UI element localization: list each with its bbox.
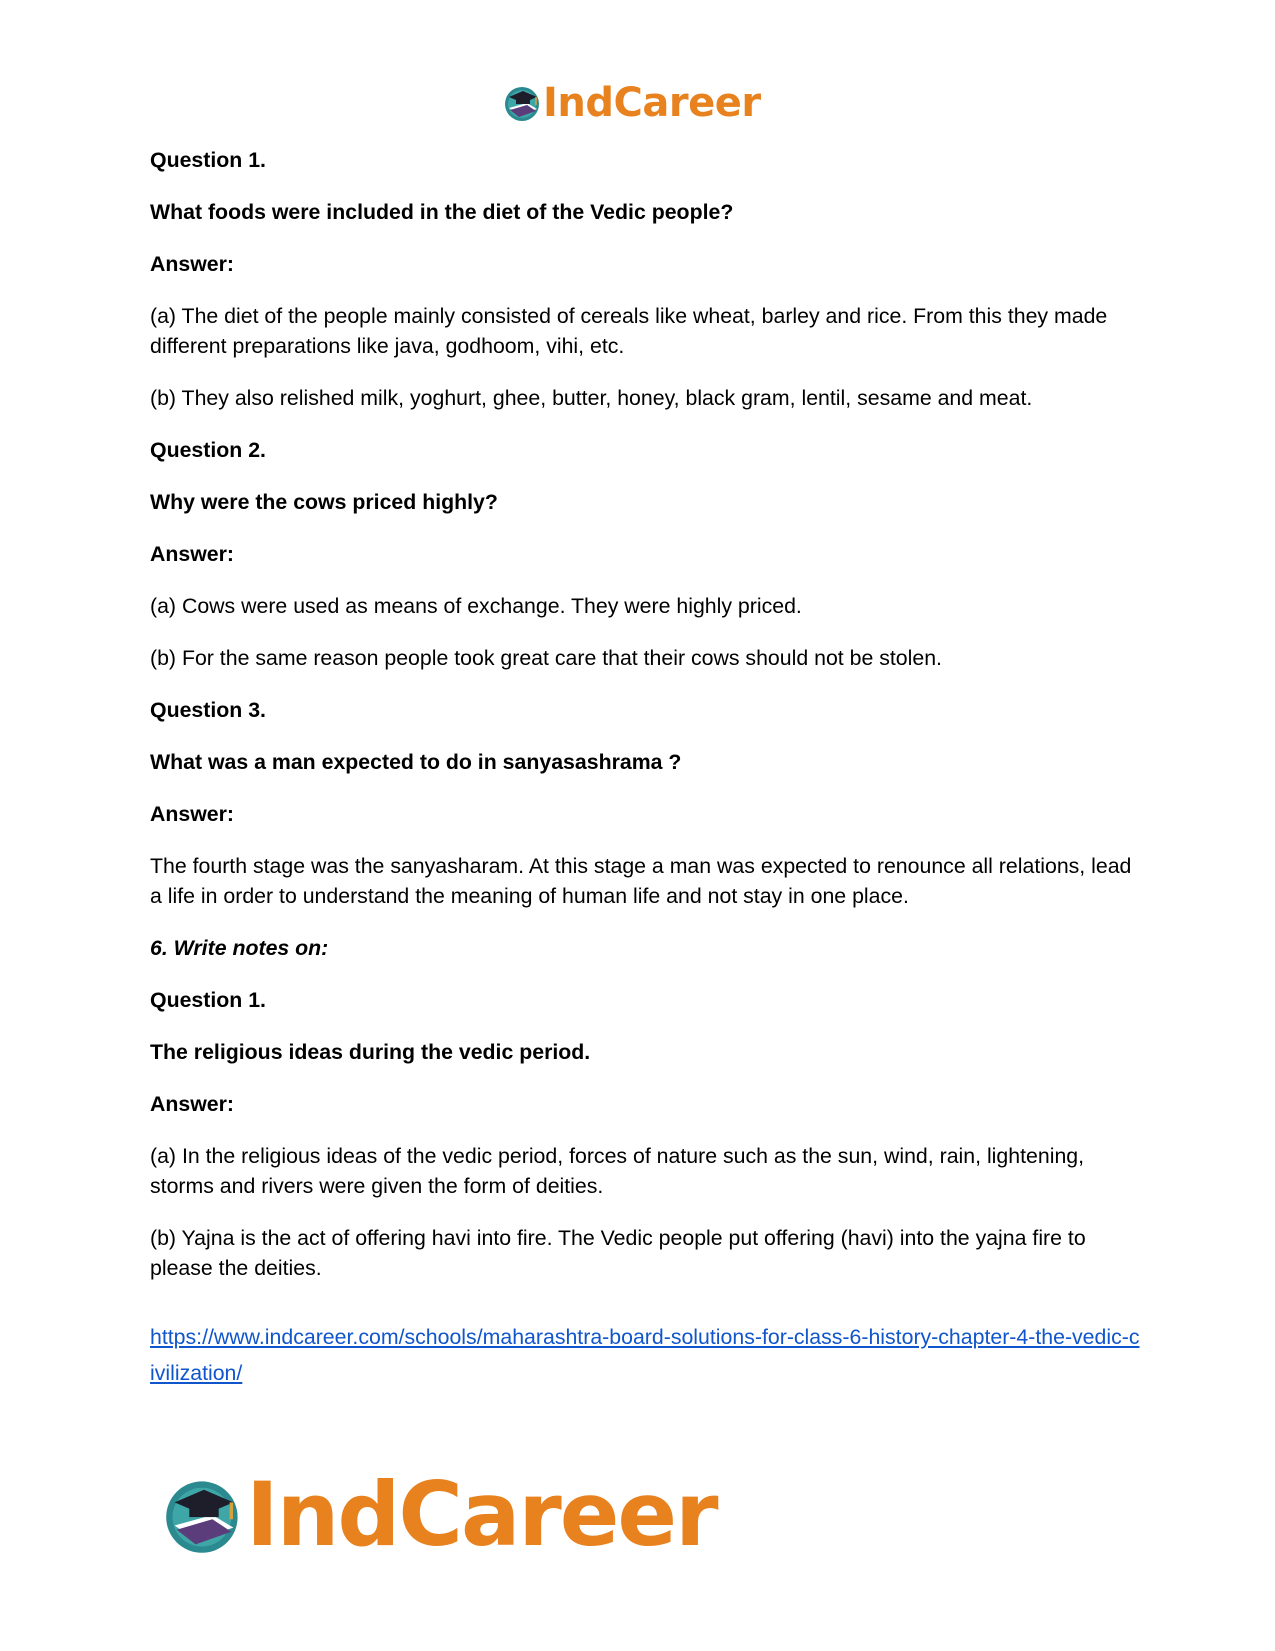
- answer-label: Answer:: [150, 802, 235, 826]
- answer-label: Answer:: [150, 252, 235, 276]
- question-text: Why were the cows priced highly?: [150, 490, 498, 514]
- answer-text: (a) The diet of the people mainly consisted of cereals like wheat, barley and rice. From this they made different preparations like java, godhoom, vihi, etc.: [150, 304, 1108, 358]
- footer-logo-text: IndCareer: [246, 1463, 717, 1566]
- answer-text: (a) Cows were used as means of exchange. They were highly priced.: [150, 594, 802, 618]
- header-logo-text: IndCareer: [543, 80, 761, 126]
- source-link[interactable]: https://www.indcareer.com/schools/maharashtra-board-solutions-for-class-6-history-chapter-4-the-vedic-civilization/: [150, 1325, 1140, 1385]
- answer-text: The fourth stage was the sanyasharam. At this stage a man was expected to renounce all relations, lead a life in order to understand the meaning of human life and not stay in one place.: [150, 854, 1132, 908]
- question-heading: Question 2.: [150, 438, 266, 462]
- section-heading: 6. Write notes on:: [150, 936, 329, 960]
- document-content: [150, 145, 1140, 1391]
- answer-text: (a) In the religious ideas of the vedic period, forces of nature such as the sun, wind, rain, lightening, storms and rivers were given the form of deities.: [150, 1144, 1085, 1198]
- graduation-cap-book-globe-icon: [162, 1473, 246, 1557]
- question-heading: Question 1.: [150, 148, 266, 172]
- question-text: What foods were included in the diet of the Vedic people?: [150, 200, 734, 224]
- question-heading: Question 3.: [150, 698, 266, 722]
- footer-logo: [162, 1463, 717, 1566]
- answer-label: Answer:: [150, 1092, 235, 1116]
- source-link-container: [150, 1319, 1140, 1391]
- answer-label: Answer:: [150, 542, 235, 566]
- graduation-cap-book-globe-icon: [503, 83, 543, 123]
- answer-text: (b) Yajna is the act of offering havi into fire. The Vedic people put offering (havi) into the yajna fire to please the deities.: [150, 1226, 1086, 1280]
- answer-text: (b) They also relished milk, yoghurt, ghee, butter, honey, black gram, lentil, sesame and meat.: [150, 386, 1033, 410]
- header-logo: [503, 80, 761, 126]
- question-heading: Question 1.: [150, 988, 266, 1012]
- question-text: What was a man expected to do in sanyasashrama ?: [150, 750, 682, 774]
- question-text: The religious ideas during the vedic period.: [150, 1040, 591, 1064]
- answer-text: (b) For the same reason people took great care that their cows should not be stolen.: [150, 646, 942, 670]
